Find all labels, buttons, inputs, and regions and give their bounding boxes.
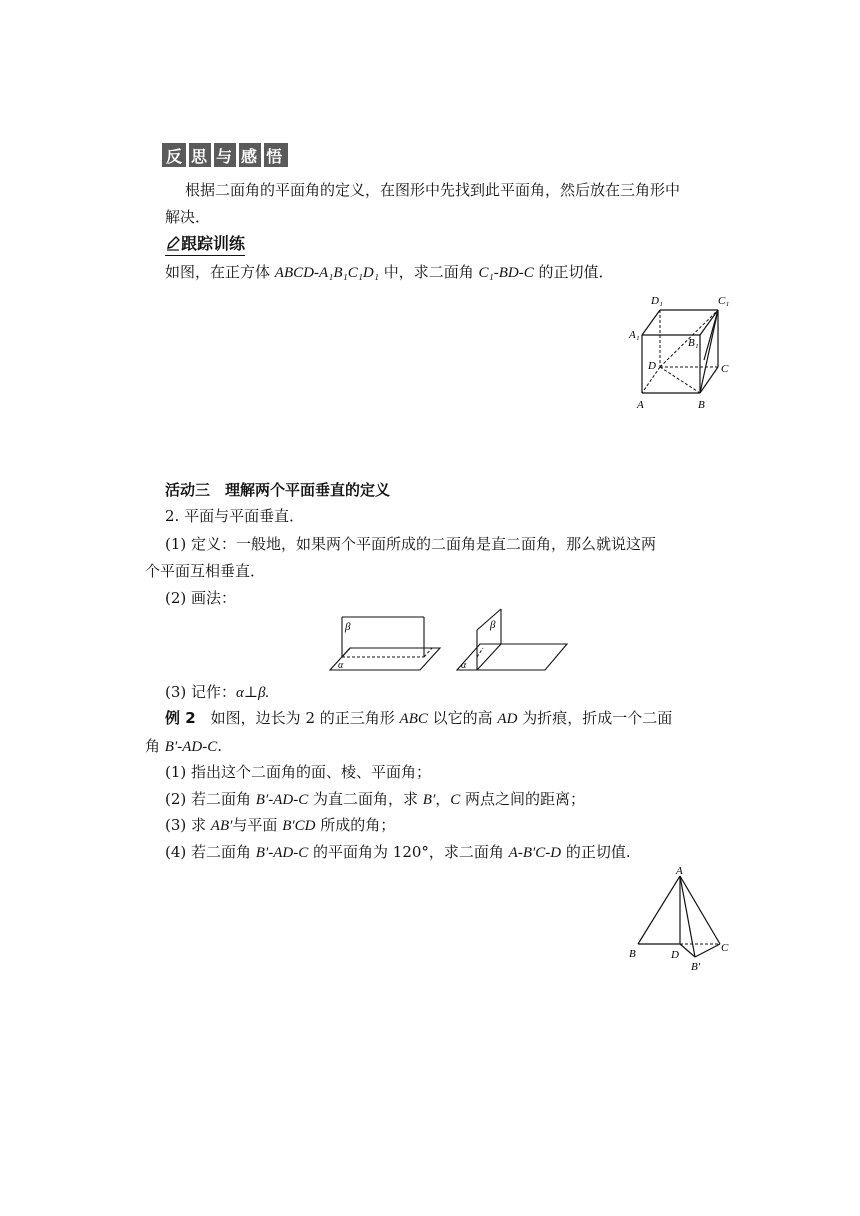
heading-char: 悟 [266, 146, 285, 166]
heading-char: 反 [166, 146, 185, 166]
activity3-title: 活动三 理解两个平面垂直的定义 [165, 481, 391, 499]
definition-line1: (1) 定义：一般地，如果两个平面所成的二面角是直二面角，那么就说这两 [165, 535, 657, 553]
text: (4) 若二面角 [165, 843, 256, 861]
text: 角 [145, 737, 165, 755]
text: 为直二面角，求 [308, 790, 423, 808]
dihedral-angle-name: C₁-BD-C [478, 265, 534, 281]
label-D1: D₁ [651, 295, 663, 307]
heading-char: 感 [241, 146, 260, 166]
cube-name: ABCD-A₁B₁C₁D₁ [274, 265, 379, 281]
drawing-method: (2) 画法： [165, 589, 237, 607]
notation-line [165, 682, 269, 703]
text: . [217, 737, 222, 755]
label-D: D [671, 949, 679, 961]
example2-line1 [165, 708, 672, 729]
reflection-text-line2: 解决． [165, 208, 211, 226]
label-A: A [676, 865, 683, 877]
text: 两点之间的距离； [460, 790, 586, 808]
follow-training-title [165, 234, 245, 256]
example2-q4 [165, 842, 631, 863]
label-B: B [698, 399, 705, 411]
text: (2) 若二面角 [165, 790, 256, 808]
label-C1: C₁ [718, 295, 730, 307]
label-C: C [721, 363, 729, 375]
label-alpha-2: α [461, 660, 467, 671]
text: (3) 求 [165, 816, 211, 834]
text: ， [435, 790, 451, 808]
reflection-heading [162, 143, 288, 167]
heading-char: 与 [216, 146, 235, 166]
text: (3) 记作： [165, 683, 237, 701]
heading-char: 思 [191, 146, 210, 166]
definition-line2: 个平面互相垂直． [145, 562, 266, 580]
math: B′ [422, 792, 436, 808]
perpendicular-notation: α⊥β. [236, 685, 270, 701]
text: 如图，在正方体 [165, 263, 275, 281]
label-beta-2: β [490, 619, 496, 631]
math: A-B′C-D [508, 845, 562, 861]
text: 中，求二面角 [378, 263, 479, 281]
text: 为折痕，折成一个二面 [517, 709, 673, 727]
text: 的正切值． [533, 263, 614, 281]
label-B: B [629, 948, 636, 960]
label-beta-1: β [345, 621, 351, 633]
label-C: C [721, 942, 729, 954]
text: 如图，边长为 2 的正三角形 [195, 709, 400, 727]
math: ABC [399, 711, 428, 727]
text: 所成的角； [315, 816, 396, 834]
label-B-prime: B′ [691, 961, 701, 973]
label-A: A [637, 399, 644, 411]
example-label: 例 2 [165, 709, 196, 727]
text: 以它的高 [427, 709, 498, 727]
text: 的正切值. [561, 843, 631, 861]
label-A1: A₁ [629, 329, 640, 341]
label-alpha-1: α [338, 660, 344, 671]
math: B′-AD-C [255, 792, 309, 808]
reflection-text-line1: 根据二面角的平面角的定义，在图形中先找到此平面角，然后放在三角形中 [185, 181, 681, 199]
label-B1: B₁ [688, 337, 699, 349]
perpendicular-planes-figure [325, 608, 575, 676]
text: 的平面角为 120°，求二面角 [308, 843, 509, 861]
pencil-icon [165, 235, 181, 251]
math: B′-AD-C [164, 739, 218, 755]
follow-training-label: 跟踪训练 [181, 234, 246, 253]
text: 与平面 [232, 816, 283, 834]
folded-triangle-figure [625, 862, 735, 977]
cube-figure [620, 290, 740, 415]
item2-heading: 2. 平面与平面垂直． [165, 507, 305, 525]
math: B′CD [282, 818, 316, 834]
math: B′-AD-C [255, 845, 309, 861]
math: C [450, 792, 461, 808]
math: AD [497, 711, 518, 727]
example2-q2 [165, 789, 585, 810]
example2-q3 [165, 815, 395, 836]
follow-question [165, 262, 614, 283]
label-D: D [648, 360, 656, 372]
example2-q1: (1) 指出这个二面角的面、棱、平面角； [165, 763, 432, 781]
example2-line2 [145, 736, 222, 757]
math: AB′ [210, 818, 233, 834]
